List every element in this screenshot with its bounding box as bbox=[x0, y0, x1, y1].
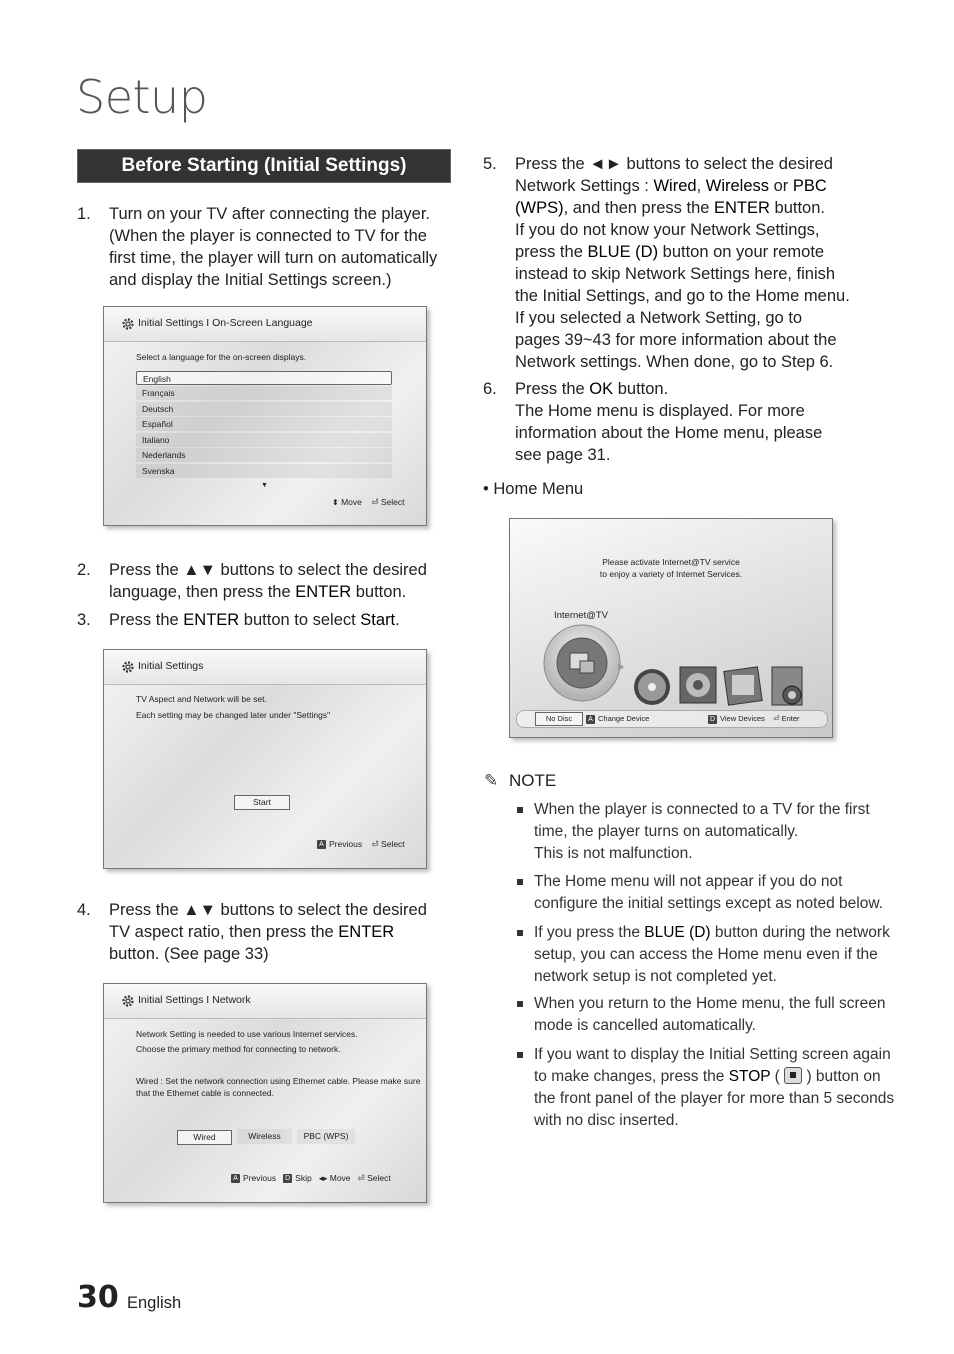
text-run: ( bbox=[770, 1068, 785, 1085]
screen-line: Wired : Set the network connection using Ethernet cable. Please make sure bbox=[136, 1076, 421, 1086]
a-key-icon: A bbox=[317, 840, 326, 849]
start-keyword: Start bbox=[360, 611, 396, 629]
bullet-icon bbox=[517, 1052, 523, 1058]
footer-select: Select bbox=[367, 1173, 391, 1183]
bullet-icon bbox=[517, 1001, 523, 1007]
pencil-icon: ✎ bbox=[484, 771, 499, 790]
initial-settings-screen bbox=[103, 649, 427, 869]
step-1 bbox=[77, 203, 457, 293]
step-5 bbox=[483, 153, 883, 375]
note-line: If you want to display the Initial Setting screen again bbox=[534, 1046, 891, 1063]
note-line: configure the initial settings except as noted below. bbox=[534, 895, 883, 912]
step-6-line: The Home menu is displayed. For more bbox=[515, 402, 805, 420]
screen-title: Initial Settings I Network bbox=[138, 994, 251, 1006]
enter-label: Enter bbox=[781, 714, 800, 723]
text-run: button. bbox=[613, 380, 669, 398]
text-run: button. bbox=[351, 583, 407, 601]
home-message: to enjoy a variety of Internet Services. bbox=[599, 569, 743, 579]
step-number: 5. bbox=[483, 155, 497, 173]
disc-icon[interactable] bbox=[634, 669, 670, 705]
a-key-icon: A bbox=[231, 1174, 240, 1183]
step-5-line: If you do not know your Network Settings, bbox=[515, 221, 820, 239]
note-line: network setup is not completed yet. bbox=[534, 968, 777, 985]
ok-keyword: OK bbox=[589, 380, 614, 398]
step-3 bbox=[77, 609, 457, 633]
note-line: time, the player turns on automatically. bbox=[534, 823, 799, 840]
note-title: NOTE bbox=[508, 771, 557, 790]
screen-title: Initial Settings bbox=[138, 660, 204, 672]
language-option[interactable]: Español bbox=[136, 417, 392, 431]
text-run: button. bbox=[769, 199, 825, 217]
enter-icon: ⏎ bbox=[371, 839, 379, 849]
language-option-english[interactable]: English bbox=[136, 371, 392, 385]
step-6-line: see page 31. bbox=[515, 446, 611, 464]
wireless-option[interactable]: Wireless bbox=[237, 1129, 292, 1144]
text-run: Press the bbox=[515, 380, 590, 398]
stop-keyword: STOP bbox=[728, 1068, 771, 1085]
gear-icon bbox=[121, 317, 135, 331]
step-1-line: (When the player is connected to TV for the bbox=[109, 227, 427, 245]
gear-icon bbox=[121, 660, 135, 674]
footer-previous: Previous bbox=[243, 1173, 277, 1183]
text-run: button on your remote bbox=[658, 243, 825, 261]
text-run: If you press the bbox=[534, 924, 645, 941]
note-item bbox=[517, 993, 886, 1039]
note-line: setup, you can access the Home menu even if the bbox=[534, 946, 878, 963]
step-4-line: Press the ▲▼ buttons to select the desired bbox=[109, 901, 427, 919]
scroll-down-icon[interactable]: ▼ bbox=[261, 482, 268, 489]
note-line: with no disc inserted. bbox=[534, 1112, 679, 1129]
section-heading: Before Starting (Initial Settings) bbox=[77, 149, 451, 183]
home-message: Please activate Internet@TV service bbox=[602, 557, 740, 567]
enter-icon: ⏎ bbox=[357, 1173, 365, 1183]
photos-icon[interactable] bbox=[724, 667, 762, 705]
language-option[interactable]: Svenska bbox=[136, 464, 392, 478]
step-6-line: information about the Home menu, please bbox=[515, 424, 823, 442]
step-number: 6. bbox=[483, 380, 497, 398]
footer-select: Select bbox=[381, 839, 405, 849]
note-line: When you return to the Home menu, the full screen bbox=[534, 995, 886, 1012]
footer-move: Move bbox=[341, 497, 362, 507]
step-5-line: the Initial Settings, and go to the Home menu. bbox=[515, 287, 850, 305]
page-number: 30 bbox=[77, 1280, 119, 1315]
change-device-label: Change Device bbox=[598, 714, 650, 723]
step-number: 1. bbox=[77, 205, 91, 223]
language-option[interactable]: Italiano bbox=[136, 433, 392, 447]
text-run: press the bbox=[515, 243, 588, 261]
step-1-line: first time, the player will turn on automatically bbox=[109, 249, 438, 267]
updown-arrow-icon: ⬍ bbox=[332, 498, 339, 507]
text-run: , bbox=[696, 177, 706, 195]
home-menu-screen bbox=[509, 518, 833, 738]
music-icon[interactable] bbox=[680, 667, 716, 703]
enter-keyword: ENTER bbox=[714, 199, 770, 217]
text-run: Network Settings : bbox=[515, 177, 654, 195]
screen-prompt: Select a language for the on-screen displays. bbox=[136, 352, 307, 362]
screen-line: TV Aspect and Network will be set. bbox=[136, 694, 267, 704]
text-run: language, then press the bbox=[109, 583, 296, 601]
step-number: 2. bbox=[77, 561, 91, 579]
pbc-keyword: PBC bbox=[792, 177, 827, 195]
step-5-line: If you selected a Network Setting, go to bbox=[515, 309, 803, 327]
text-run: button to select bbox=[239, 611, 361, 629]
note-line: This is not malfunction. bbox=[534, 845, 693, 862]
step-2 bbox=[77, 559, 457, 605]
note-line: When the player is connected to a TV for the first bbox=[534, 801, 870, 818]
bullet-icon bbox=[517, 807, 523, 813]
page-language: English bbox=[127, 1294, 182, 1312]
text-run: button during the network bbox=[710, 924, 890, 941]
footer-previous: Previous bbox=[329, 839, 363, 849]
stop-button-icon bbox=[784, 1067, 802, 1084]
language-option[interactable]: Deutsch bbox=[136, 402, 392, 416]
footer-skip: Skip bbox=[295, 1173, 312, 1183]
home-menu-label: • Home Menu bbox=[483, 480, 584, 498]
a-key-icon: A bbox=[586, 715, 595, 724]
note-line: mode is cancelled automatically. bbox=[534, 1017, 756, 1034]
blue-d-keyword: BLUE (D) bbox=[644, 924, 711, 941]
step-2-line: Press the ▲▼ buttons to select the desired bbox=[109, 561, 427, 579]
step-4-line: button. (See page 33) bbox=[109, 945, 269, 963]
settings-icon[interactable] bbox=[772, 667, 802, 705]
text-run: Press the bbox=[109, 611, 184, 629]
text-run: ) button on bbox=[802, 1068, 881, 1085]
view-devices-label: View Devices bbox=[720, 714, 765, 723]
wired-option[interactable]: Wired bbox=[177, 1130, 232, 1145]
internet-tv-label: Internet@TV bbox=[554, 610, 608, 621]
step-5-line: Press the ◄► buttons to select the desired bbox=[515, 155, 833, 173]
footer-move: Move bbox=[329, 1173, 351, 1183]
text-run: to make changes, press the bbox=[534, 1068, 729, 1085]
note-line: The Home menu will not appear if you do not bbox=[534, 873, 843, 890]
bullet-icon bbox=[517, 930, 523, 936]
screen-title: Initial Settings I On-Screen Language bbox=[138, 317, 313, 329]
step-4 bbox=[77, 899, 457, 967]
d-key-icon: D bbox=[709, 715, 716, 723]
note-item bbox=[517, 871, 883, 917]
step-6 bbox=[483, 378, 883, 468]
step-5-line: pages 39~43 for more information about the bbox=[515, 331, 837, 349]
change-device-button[interactable] bbox=[586, 714, 649, 724]
bullet-icon bbox=[517, 879, 523, 885]
language-screen bbox=[103, 306, 427, 526]
enter-keyword: ENTER bbox=[338, 923, 395, 941]
enter-icon: ⏎ bbox=[773, 714, 780, 723]
internet-tv-icon[interactable] bbox=[544, 625, 624, 701]
step-5-line: instead to skip Network Settings here, finish bbox=[515, 265, 836, 283]
d-key-icon: D bbox=[285, 1175, 291, 1183]
language-option[interactable]: Nederlands bbox=[136, 448, 392, 462]
step-1-line: Turn on your TV after connecting the player. bbox=[109, 205, 431, 223]
wireless-keyword: Wireless bbox=[705, 177, 770, 195]
step-1-line: and display the Initial Settings screen.) bbox=[109, 271, 392, 289]
blue-d-keyword: BLUE (D) bbox=[587, 243, 659, 261]
leftright-arrow-icon: ◂▸ bbox=[318, 1173, 328, 1183]
text-run: TV aspect ratio, then press the bbox=[109, 923, 339, 941]
home-icons bbox=[540, 623, 830, 711]
enter-keyword: ENTER bbox=[295, 583, 352, 601]
enter-keyword: ENTER bbox=[183, 611, 240, 629]
note-line: the front panel of the player for more than 5 seconds bbox=[534, 1090, 895, 1107]
note-item bbox=[517, 799, 877, 867]
step-number: 4. bbox=[77, 901, 91, 919]
text-run: or bbox=[769, 177, 793, 195]
note-item bbox=[517, 922, 890, 990]
no-disc-button[interactable]: No Disc bbox=[535, 712, 583, 726]
screen-line: Choose the primary method for connecting to network. bbox=[136, 1044, 341, 1054]
wps-keyword: (WPS) bbox=[515, 199, 564, 217]
text-run: , and then press the bbox=[563, 199, 715, 217]
language-option[interactable]: Français bbox=[136, 386, 392, 400]
text-run: . bbox=[395, 611, 400, 629]
page-title: Setup bbox=[76, 70, 208, 124]
network-screen bbox=[103, 983, 427, 1203]
start-button[interactable]: Start bbox=[234, 795, 290, 810]
enter-icon: ⏎ bbox=[371, 497, 379, 507]
pbc-wps-option[interactable]: PBC (WPS) bbox=[297, 1129, 355, 1144]
note-item bbox=[517, 1044, 895, 1134]
footer-select: Select bbox=[380, 497, 405, 507]
gear-icon bbox=[121, 994, 135, 1008]
screen-line: Network Setting is needed to use various Internet services. bbox=[136, 1029, 358, 1039]
screen-line: Each setting may be changed later under "Settings" bbox=[136, 710, 331, 720]
wired-keyword: Wired bbox=[653, 177, 697, 195]
screen-line: that the Ethernet cable is connected. bbox=[136, 1088, 274, 1098]
step-number: 3. bbox=[77, 611, 91, 629]
step-5-line: Network settings. When done, go to Step 6. bbox=[515, 353, 834, 371]
